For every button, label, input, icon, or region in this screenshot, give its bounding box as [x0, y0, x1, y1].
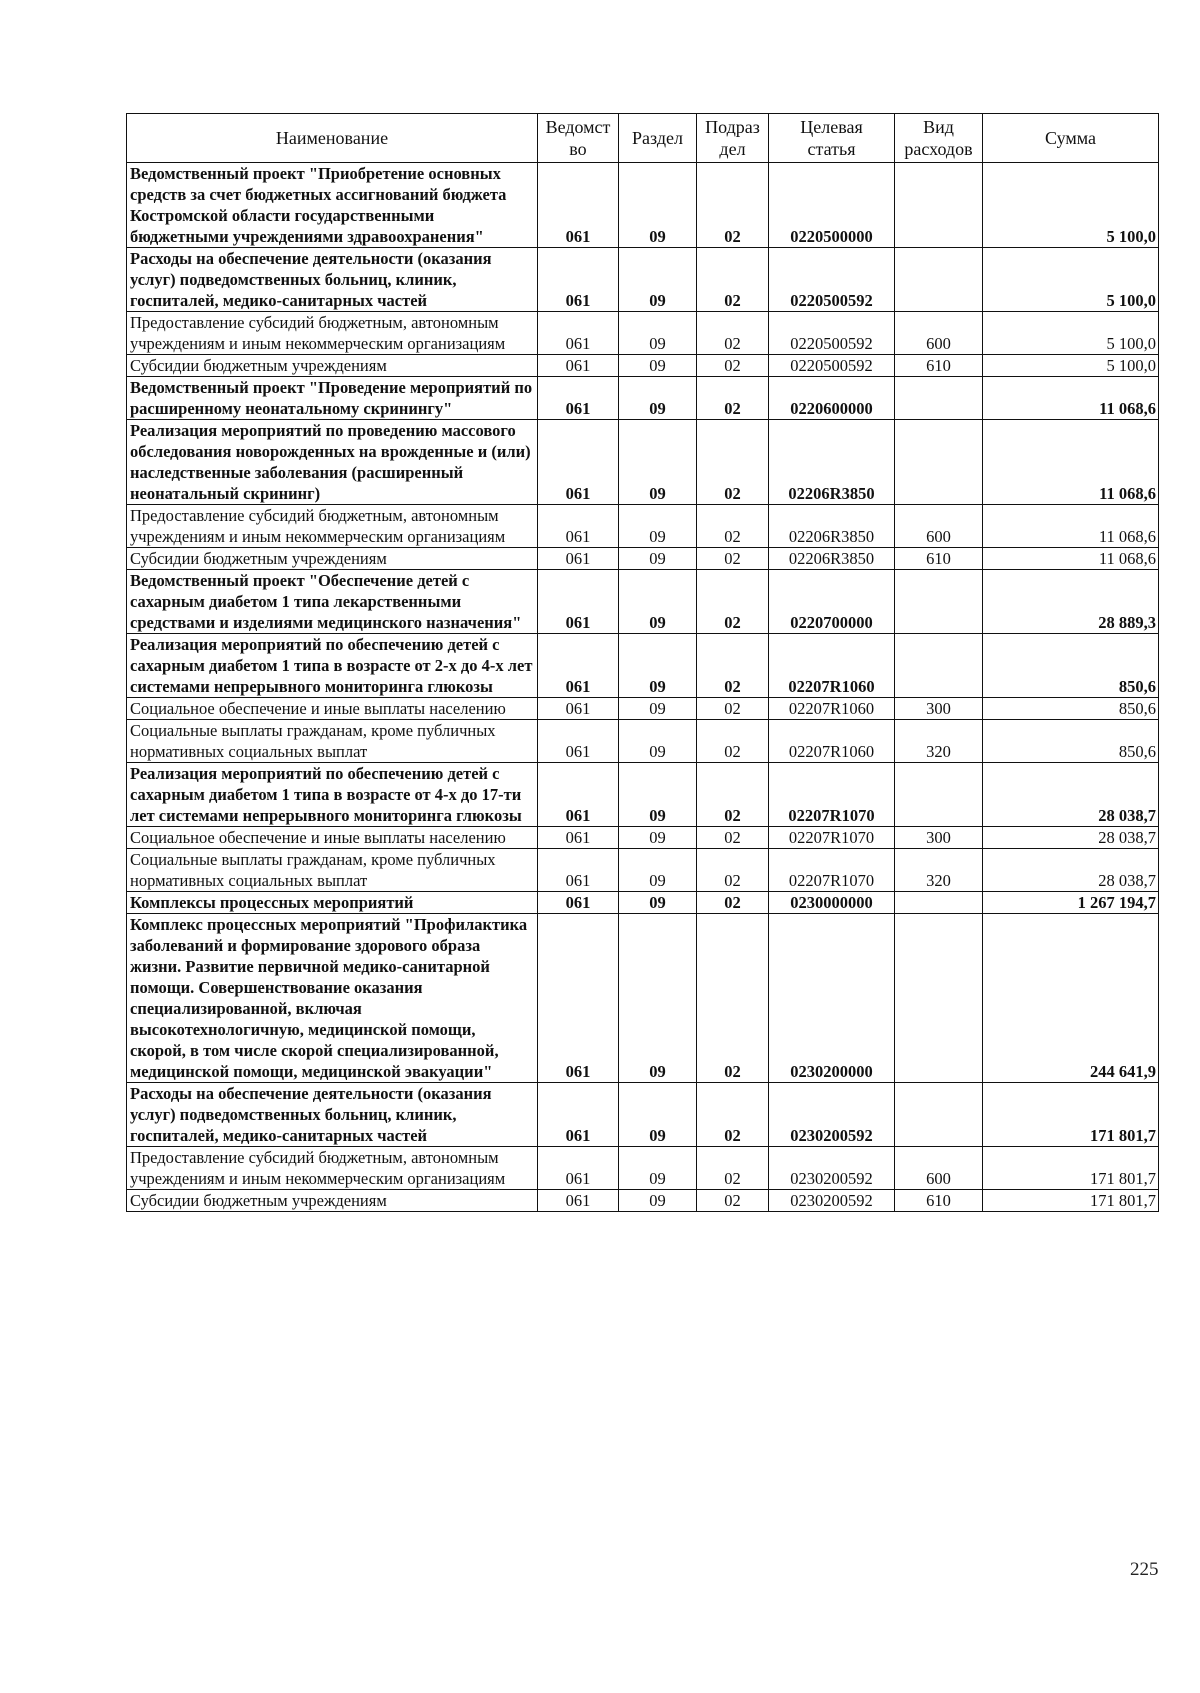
cell-podrazdel: 02 [697, 1147, 769, 1190]
cell-vid-rashodov: 600 [895, 505, 983, 548]
table-row [127, 892, 1159, 914]
cell-podrazdel: 02 [697, 892, 769, 914]
cell-razdel: 09 [619, 763, 697, 827]
cell-vid-rashodov: 320 [895, 849, 983, 892]
cell-celevaya-statya: 02206R3850 [769, 505, 895, 548]
cell-vedomstvo: 061 [538, 720, 619, 763]
cell-celevaya-statya: 02207R1070 [769, 849, 895, 892]
cell-summa: 28 038,7 [983, 763, 1159, 827]
cell-summa: 5 100,0 [983, 355, 1159, 377]
cell-vid-rashodov: 300 [895, 827, 983, 849]
cell-vid-rashodov [895, 248, 983, 312]
cell-podrazdel: 02 [697, 312, 769, 355]
cell-vedomstvo: 061 [538, 248, 619, 312]
cell-razdel: 09 [619, 720, 697, 763]
table-row [127, 698, 1159, 720]
cell-vedomstvo: 061 [538, 163, 619, 248]
table-row [127, 248, 1159, 312]
table-row [127, 763, 1159, 827]
cell-vedomstvo: 061 [538, 377, 619, 420]
cell-vid-rashodov [895, 892, 983, 914]
cell-vid-rashodov [895, 763, 983, 827]
cell-podrazdel: 02 [697, 377, 769, 420]
cell-vid-rashodov: 600 [895, 1147, 983, 1190]
cell-summa: 5 100,0 [983, 248, 1159, 312]
cell-name: Расходы на обеспечение деятельности (оказания услуг) подведомственных больниц, клиник, госпиталей, медико-санитарных частей [127, 248, 538, 312]
cell-podrazdel: 02 [697, 1190, 769, 1212]
cell-razdel: 09 [619, 355, 697, 377]
cell-vid-rashodov [895, 1083, 983, 1147]
cell-name: Субсидии бюджетным учреждениям [127, 355, 538, 377]
cell-razdel: 09 [619, 248, 697, 312]
table-row [127, 1190, 1159, 1212]
cell-razdel: 09 [619, 1190, 697, 1212]
column-header-name: Наименование [127, 114, 538, 163]
cell-celevaya-statya: 0220500592 [769, 248, 895, 312]
cell-podrazdel: 02 [697, 420, 769, 505]
cell-podrazdel: 02 [697, 634, 769, 698]
table-row [127, 377, 1159, 420]
cell-vedomstvo: 061 [538, 1190, 619, 1212]
cell-celevaya-statya: 0230200592 [769, 1147, 895, 1190]
cell-podrazdel: 02 [697, 505, 769, 548]
cell-name: Социальные выплаты гражданам, кроме публичных нормативных социальных выплат [127, 849, 538, 892]
cell-celevaya-statya: 02207R1070 [769, 827, 895, 849]
cell-razdel: 09 [619, 827, 697, 849]
cell-razdel: 09 [619, 377, 697, 420]
table-row [127, 355, 1159, 377]
cell-podrazdel: 02 [697, 698, 769, 720]
cell-vedomstvo: 061 [538, 548, 619, 570]
table-row [127, 570, 1159, 634]
cell-summa: 850,6 [983, 720, 1159, 763]
cell-vedomstvo: 061 [538, 355, 619, 377]
cell-celevaya-statya: 0220600000 [769, 377, 895, 420]
cell-name: Реализация мероприятий по обеспечению детей с сахарным диабетом 1 типа в возрасте от 2-х до 4-х лет системами непрерывного мониторинга глюкозы [127, 634, 538, 698]
cell-razdel: 09 [619, 634, 697, 698]
cell-razdel: 09 [619, 1083, 697, 1147]
cell-razdel: 09 [619, 849, 697, 892]
column-header-podrazdel: Подраз дел [697, 114, 769, 163]
cell-name: Комплексы процессных мероприятий [127, 892, 538, 914]
cell-podrazdel: 02 [697, 827, 769, 849]
cell-podrazdel: 02 [697, 914, 769, 1083]
cell-summa: 11 068,6 [983, 548, 1159, 570]
cell-summa: 171 801,7 [983, 1190, 1159, 1212]
column-header-celevaya-statya: Целевая статья [769, 114, 895, 163]
cell-vid-rashodov [895, 634, 983, 698]
cell-vedomstvo: 061 [538, 570, 619, 634]
cell-vid-rashodov: 600 [895, 312, 983, 355]
cell-razdel: 09 [619, 570, 697, 634]
cell-vedomstvo: 061 [538, 827, 619, 849]
cell-name: Реализация мероприятий по проведению массового обследования новорожденных на врожденные и (или) наследственные заболевания (расширенный неонатальный скрининг) [127, 420, 538, 505]
cell-celevaya-statya: 0230000000 [769, 892, 895, 914]
table-row [127, 914, 1159, 1083]
cell-podrazdel: 02 [697, 248, 769, 312]
column-header-summa: Сумма [983, 114, 1159, 163]
cell-summa: 5 100,0 [983, 163, 1159, 248]
cell-celevaya-statya: 02207R1070 [769, 763, 895, 827]
cell-razdel: 09 [619, 548, 697, 570]
cell-vid-rashodov [895, 570, 983, 634]
cell-name: Реализация мероприятий по обеспечению детей с сахарным диабетом 1 типа в возрасте от 4-х до 17-ти лет системами непрерывного мониторинга глюкозы [127, 763, 538, 827]
table-row [127, 312, 1159, 355]
cell-podrazdel: 02 [697, 763, 769, 827]
column-header-razdel: Раздел [619, 114, 697, 163]
cell-summa: 850,6 [983, 698, 1159, 720]
cell-podrazdel: 02 [697, 548, 769, 570]
table-row [127, 827, 1159, 849]
cell-name: Субсидии бюджетным учреждениям [127, 1190, 538, 1212]
cell-summa: 28 038,7 [983, 827, 1159, 849]
cell-summa: 11 068,6 [983, 420, 1159, 505]
cell-summa: 28 038,7 [983, 849, 1159, 892]
column-header-vid-rashodov: Вид расходов [895, 114, 983, 163]
cell-vedomstvo: 061 [538, 914, 619, 1083]
cell-name: Предоставление субсидий бюджетным, автономным учреждениям и иным некоммерческим организациям [127, 312, 538, 355]
cell-summa: 244 641,9 [983, 914, 1159, 1083]
cell-razdel: 09 [619, 420, 697, 505]
cell-vid-rashodov: 610 [895, 1190, 983, 1212]
cell-vid-rashodov [895, 377, 983, 420]
cell-razdel: 09 [619, 892, 697, 914]
cell-summa: 850,6 [983, 634, 1159, 698]
cell-vid-rashodov [895, 420, 983, 505]
cell-celevaya-statya: 0220500592 [769, 312, 895, 355]
cell-razdel: 09 [619, 312, 697, 355]
cell-vid-rashodov: 300 [895, 698, 983, 720]
cell-vedomstvo: 061 [538, 634, 619, 698]
table-row [127, 1083, 1159, 1147]
cell-summa: 171 801,7 [983, 1147, 1159, 1190]
cell-celevaya-statya: 0230200592 [769, 1083, 895, 1147]
cell-celevaya-statya: 02207R1060 [769, 720, 895, 763]
cell-vid-rashodov: 320 [895, 720, 983, 763]
cell-celevaya-statya: 02207R1060 [769, 698, 895, 720]
cell-name: Социальные выплаты гражданам, кроме публичных нормативных социальных выплат [127, 720, 538, 763]
cell-razdel: 09 [619, 914, 697, 1083]
cell-summa: 11 068,6 [983, 377, 1159, 420]
budget-table [126, 113, 1159, 1212]
cell-celevaya-statya: 0230200000 [769, 914, 895, 1083]
table-row [127, 548, 1159, 570]
cell-razdel: 09 [619, 1147, 697, 1190]
table-body [127, 163, 1159, 1212]
cell-celevaya-statya: 02207R1060 [769, 634, 895, 698]
table-row [127, 634, 1159, 698]
cell-name: Ведомственный проект "Проведение мероприятий по расширенному неонатальному скринингу" [127, 377, 538, 420]
cell-celevaya-statya: 0220700000 [769, 570, 895, 634]
cell-celevaya-statya: 0220500000 [769, 163, 895, 248]
cell-celevaya-statya: 02206R3850 [769, 548, 895, 570]
cell-vid-rashodov [895, 914, 983, 1083]
cell-podrazdel: 02 [697, 720, 769, 763]
cell-summa: 28 889,3 [983, 570, 1159, 634]
table-row [127, 720, 1159, 763]
page-number: 225 [1130, 1559, 1159, 1580]
cell-celevaya-statya: 02206R3850 [769, 420, 895, 505]
cell-name: Социальное обеспечение и иные выплаты населению [127, 827, 538, 849]
cell-podrazdel: 02 [697, 355, 769, 377]
cell-vedomstvo: 061 [538, 849, 619, 892]
cell-summa: 5 100,0 [983, 312, 1159, 355]
table-row [127, 420, 1159, 505]
table-row [127, 505, 1159, 548]
cell-podrazdel: 02 [697, 570, 769, 634]
cell-vedomstvo: 061 [538, 892, 619, 914]
cell-name: Социальное обеспечение и иные выплаты населению [127, 698, 538, 720]
cell-podrazdel: 02 [697, 1083, 769, 1147]
cell-name: Ведомственный проект "Приобретение основных средств за счет бюджетных ассигнований бюджета Костромской области государственными бюджетными учреждениями здравоохранения" [127, 163, 538, 248]
cell-vedomstvo: 061 [538, 1083, 619, 1147]
cell-name: Предоставление субсидий бюджетным, автономным учреждениям и иным некоммерческим организациям [127, 505, 538, 548]
cell-vedomstvo: 061 [538, 1147, 619, 1190]
cell-vedomstvo: 061 [538, 505, 619, 548]
cell-name: Комплекс процессных мероприятий "Профилактика заболеваний и формирование здорового образа жизни. Развитие первичной медико-санитарной помощи. Совершенствование оказания специализированной, включая высокотехнологичную, медицинской помощи, скорой, в том числе скорой специализированной, медицинской помощи, медицинской эвакуации" [127, 914, 538, 1083]
cell-vedomstvo: 061 [538, 763, 619, 827]
cell-vedomstvo: 061 [538, 698, 619, 720]
table-row [127, 1147, 1159, 1190]
cell-vid-rashodov: 610 [895, 355, 983, 377]
column-header-vedomstvo: Ведомст во [538, 114, 619, 163]
cell-razdel: 09 [619, 698, 697, 720]
cell-celevaya-statya: 0220500592 [769, 355, 895, 377]
cell-summa: 171 801,7 [983, 1083, 1159, 1147]
cell-summa: 11 068,6 [983, 505, 1159, 548]
cell-vedomstvo: 061 [538, 312, 619, 355]
table-header-row [127, 114, 1159, 163]
cell-name: Субсидии бюджетным учреждениям [127, 548, 538, 570]
cell-vid-rashodov [895, 163, 983, 248]
cell-celevaya-statya: 0230200592 [769, 1190, 895, 1212]
cell-name: Расходы на обеспечение деятельности (оказания услуг) подведомственных больниц, клиник, госпиталей, медико-санитарных частей [127, 1083, 538, 1147]
cell-vedomstvo: 061 [538, 420, 619, 505]
cell-razdel: 09 [619, 505, 697, 548]
cell-podrazdel: 02 [697, 849, 769, 892]
cell-razdel: 09 [619, 163, 697, 248]
cell-name: Предоставление субсидий бюджетным, автономным учреждениям и иным некоммерческим организациям [127, 1147, 538, 1190]
table-row [127, 849, 1159, 892]
cell-vid-rashodov: 610 [895, 548, 983, 570]
table-row [127, 163, 1159, 248]
cell-name: Ведомственный проект "Обеспечение детей с сахарным диабетом 1 типа лекарственными средствами и изделиями медицинского назначения" [127, 570, 538, 634]
cell-podrazdel: 02 [697, 163, 769, 248]
cell-summa: 1 267 194,7 [983, 892, 1159, 914]
